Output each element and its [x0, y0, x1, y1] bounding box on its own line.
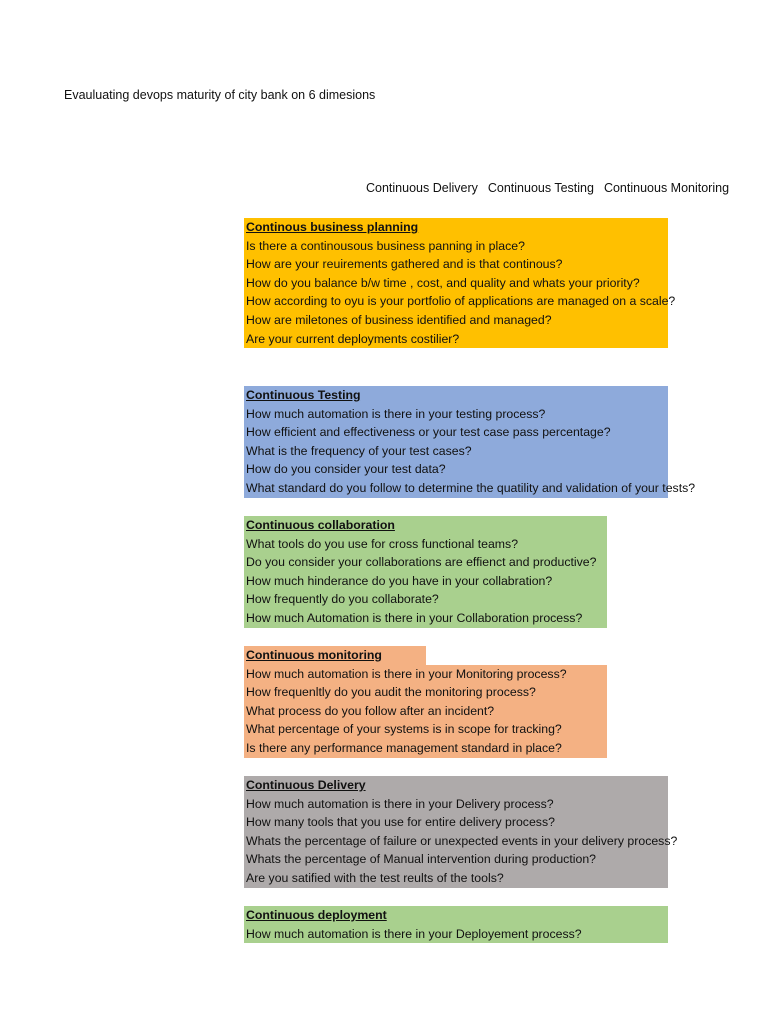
question: How efficient and effectiveness or your test case pass percentage?	[244, 423, 668, 442]
question: How frequently do you collaborate?	[244, 590, 607, 609]
question: How are miletones of business identified and managed?	[244, 311, 668, 330]
question: What process do you follow after an incident?	[244, 702, 607, 721]
question: How much automation is there in your Monitoring process?	[244, 665, 607, 684]
question: Is there any performance management standard in place?	[244, 739, 607, 758]
question: How frequenltly do you audit the monitoring process?	[244, 683, 607, 702]
section-heading: Continuous Delivery	[244, 776, 668, 795]
question: Whats the percentage of failure or unexpected events in your delivery process?	[244, 832, 668, 851]
section-testing	[244, 386, 696, 498]
section-heading: Continuous deployment	[244, 906, 668, 925]
section-heading: Continuous monitoring	[244, 646, 426, 665]
column-header: Continuous Delivery	[366, 181, 478, 195]
column-headers	[366, 181, 730, 195]
question: Are you satified with the test reults of the tools?	[244, 869, 668, 888]
section-heading: Continuous collaboration	[244, 516, 607, 535]
question: What is the frequency of your test cases?	[244, 442, 668, 461]
section-collaboration	[244, 516, 607, 628]
section-business-planning	[244, 218, 676, 348]
question: How do you balance b/w time , cost, and quality and whats your priority?	[244, 274, 668, 293]
question: How much Automation is there in your Collaboration process?	[244, 609, 607, 628]
section-monitoring	[244, 646, 607, 758]
question: What tools do you use for cross functional teams?	[244, 535, 607, 554]
question: How many tools that you use for entire delivery process?	[244, 813, 668, 832]
column-header: Continuous Monitoring	[603, 181, 730, 195]
question: Do you consider your collaborations are effienct and productive?	[244, 553, 607, 572]
question: How much automation is there in your testing process?	[244, 405, 668, 424]
section-deployment	[244, 906, 668, 943]
question: How much hinderance do you have in your collabration?	[244, 572, 607, 591]
question: How are your reuirements gathered and is that continous?	[244, 255, 668, 274]
page-title: Evauluating devops maturity of city bank on 6 dimesions	[64, 88, 376, 102]
question: What percentage of your systems is in scope for tracking?	[244, 720, 607, 739]
question: Are your current deployments costilier?	[244, 330, 668, 349]
question: How do you consider your test data?	[244, 460, 668, 479]
question: How much automation is there in your Deployement process?	[244, 925, 668, 944]
column-header: Continuous Testing	[487, 181, 594, 195]
question: How according to oyu is your portfolio of applications are managed on a scale?	[244, 292, 668, 311]
section-delivery	[244, 776, 678, 888]
question: What standard do you follow to determine the quatility and validation of your tests?	[244, 479, 668, 498]
question: Whats the percentage of Manual intervention during production?	[244, 850, 668, 869]
question: Is there a continousous business panning in place?	[244, 237, 668, 256]
section-heading: Continuous Testing	[244, 386, 668, 405]
question: How much automation is there in your Delivery process?	[244, 795, 668, 814]
section-heading: Continous business planning	[244, 218, 668, 237]
